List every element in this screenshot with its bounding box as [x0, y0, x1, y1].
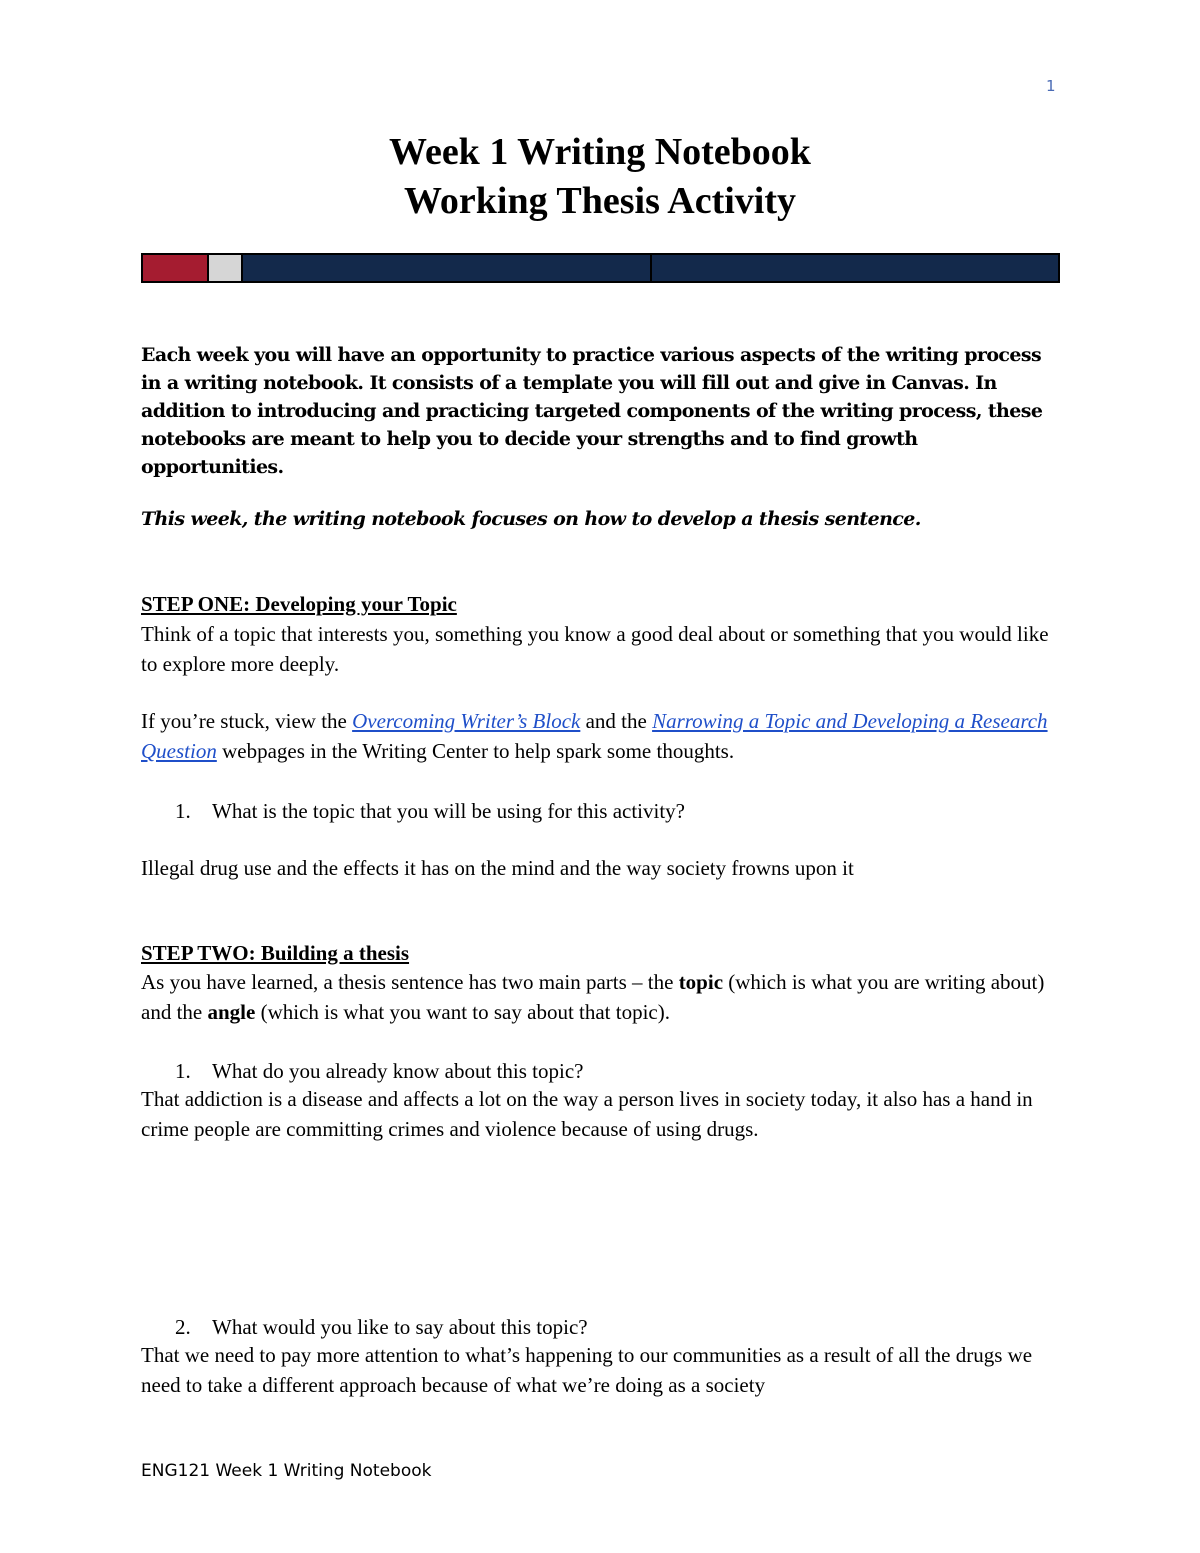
step-two-instructions	[141, 967, 1061, 1027]
step-two-question-1	[175, 1056, 584, 1086]
document-subtitle: Working Thesis Activity	[403, 180, 797, 222]
step-one-heading: STEP ONE: Developing your Topic	[141, 592, 457, 616]
step-one-stuck-paragraph	[141, 706, 1061, 766]
question-number: 1.	[175, 799, 191, 823]
focus-statement: This week, the writing notebook focuses on how to develop a thesis sentence.	[141, 508, 921, 530]
question-number: 1.	[175, 1059, 191, 1083]
question-text: What would you like to say about this topic?	[212, 1315, 588, 1339]
intro-paragraph: Each week you will have an opportunity to practice various aspects of the writing process in a writing notebook. It consists of a template you will fill out and give in Canvas. In addition to introducing and practicing targeted components of the writing process, these notebooks are meant to help you to decide your strengths and to find growth opportunities.	[141, 344, 1043, 478]
question-text: What is the topic that you will be using for this activity?	[212, 799, 685, 823]
page-number: 1	[1046, 77, 1056, 95]
step-two-heading: STEP TWO: Building a thesis	[141, 941, 410, 965]
stuck-middle: and the	[580, 709, 653, 733]
angle-term: angle	[207, 1000, 256, 1024]
bar-gray-segment	[209, 255, 243, 281]
intro-part-b: (which is what you are writing about) and the	[141, 970, 1045, 1024]
question-number: 2.	[175, 1315, 191, 1339]
step-one-question-1	[175, 796, 685, 826]
step-one-instructions: Think of a topic that interests you, something you know a good deal about or something that you would like to explore more deeply.	[141, 622, 1049, 676]
step-two-answer-2: That we need to pay more attention to what’s happening to our communities as a result of all the drugs we need to take a different approach because of what we’re doing as a society	[141, 1343, 1033, 1397]
intro-part-a: As you have learned, a thesis sentence has two main parts – the	[141, 970, 679, 994]
decorative-color-bar	[141, 253, 1060, 283]
stuck-prefix: If you’re stuck, view the	[141, 709, 353, 733]
overcoming-writers-block-link[interactable]: Overcoming Writer’s Block	[352, 709, 581, 733]
step-one-answer-1: Illegal drug use and the effects it has on the mind and the way society frowns upon it	[141, 856, 854, 880]
bar-navy-segment	[243, 255, 652, 281]
document-title: Week 1 Writing Notebook	[389, 131, 811, 173]
intro-part-c: (which is what you want to say about that topic).	[255, 1000, 670, 1024]
question-text: What do you already know about this topic?	[212, 1059, 584, 1083]
narrowing-topic-link[interactable]: Narrowing a Topic and Developing a Research Question	[141, 709, 1048, 763]
bar-red-segment	[143, 255, 209, 281]
step-two-question-2	[175, 1312, 588, 1342]
stuck-suffix: webpages in the Writing Center to help spark some thoughts.	[216, 739, 735, 763]
topic-term: topic	[678, 970, 724, 994]
page-footer: ENG121 Week 1 Writing Notebook	[141, 1461, 432, 1481]
bar-navy-segment	[652, 255, 1058, 281]
step-two-answer-1: That addiction is a disease and affects a lot on the way a person lives in society today, it also has a hand in crime people are committing crimes and violence because of using drugs.	[141, 1087, 1033, 1141]
